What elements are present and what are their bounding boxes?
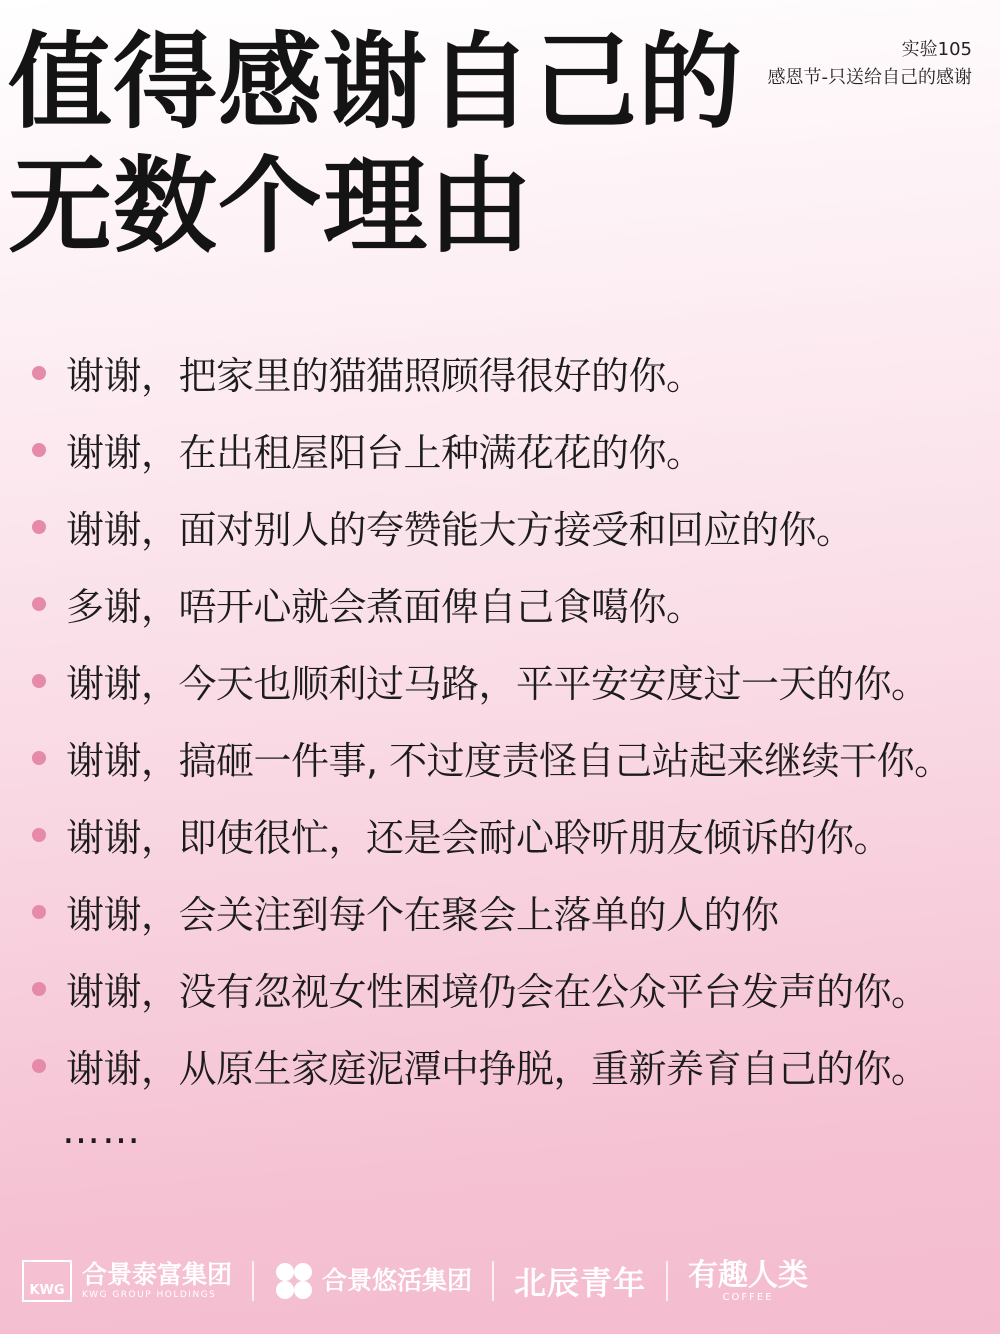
list-item-text: 多谢，唔开心就会煮面俾自己食噶你。 <box>66 585 704 629</box>
list-item <box>28 411 980 488</box>
list-item <box>28 1027 980 1104</box>
list-item-text: 谢谢，会关注到每个在聚会上落单的人的你 <box>66 893 779 937</box>
list-item <box>28 719 980 796</box>
list-item <box>28 334 980 411</box>
ellipsis: …… <box>62 1108 142 1152</box>
kwg-logo-icon: KWG <box>22 1260 72 1302</box>
logo-kwg-holdings <box>22 1260 232 1302</box>
bullet-dot-icon <box>32 828 46 842</box>
bullet-dot-icon <box>32 366 46 380</box>
reasons-list <box>28 334 980 1104</box>
page-title-line-2: 无数个理由 <box>8 145 534 267</box>
list-item-text: 谢谢，在出租屋阳台上种满花花的你。 <box>66 431 704 475</box>
bullet-dot-icon <box>32 1059 46 1073</box>
bullet-dot-icon <box>32 674 46 688</box>
logo-kwg-living <box>274 1261 472 1301</box>
logo-kwg-subtitle: KWG GROUP HOLDINGS <box>82 1290 217 1300</box>
bullet-dot-icon <box>32 905 46 919</box>
list-item <box>28 873 980 950</box>
logo-interesting-human-subtitle: COFFEE <box>722 1291 774 1303</box>
list-item-text: 谢谢，今天也顺利过马路，平平安安度过一天的你。 <box>66 662 929 706</box>
logo-divider <box>666 1261 668 1301</box>
list-item-text: 谢谢，搞砸一件事, 不过度责怪自己站起来继续干你。 <box>66 739 952 783</box>
logo-interesting-human <box>688 1257 809 1303</box>
bullet-dot-icon <box>32 520 46 534</box>
page-title <box>8 20 743 268</box>
series-tag <box>768 36 973 92</box>
logo-kwg-name: 合景泰富集团 <box>82 1260 233 1289</box>
list-item-text: 谢谢，即使很忙，还是会耐心聆听朋友倾诉的你。 <box>66 816 892 860</box>
list-item <box>28 796 980 873</box>
series-tag-subtitle: 感恩节-只送给自己的感谢 <box>767 67 972 88</box>
bullet-dot-icon <box>32 597 46 611</box>
sponsor-logos <box>22 1256 808 1306</box>
list-item-text: 谢谢，把家里的猫猫照顾得很好的你。 <box>66 354 704 398</box>
list-item <box>28 488 980 565</box>
list-item-text: 谢谢，面对别人的夸赞能大方接受和回应的你。 <box>66 508 854 552</box>
logo-divider <box>492 1261 494 1301</box>
logo-beichen-youth: 北辰青年 <box>514 1264 647 1302</box>
bullet-dot-icon <box>32 751 46 765</box>
list-item <box>28 642 980 719</box>
list-item <box>28 565 980 642</box>
flower-logo-icon <box>274 1261 314 1301</box>
series-tag-number: 实验105 <box>901 39 972 60</box>
logo-interesting-human-name: 有趣人类 <box>688 1257 809 1293</box>
bullet-dot-icon <box>32 443 46 457</box>
list-item-text: 谢谢，没有忽视女性困境仍会在公众平台发声的你。 <box>66 970 929 1014</box>
list-item-text: 谢谢，从原生家庭泥潭中挣脱，重新养育自己的你。 <box>66 1047 929 1091</box>
logo-kwg-living-name: 合景悠活集团 <box>322 1266 473 1295</box>
logo-divider <box>252 1261 254 1301</box>
bullet-dot-icon <box>32 982 46 996</box>
page-title-line-1: 值得感谢自己的 <box>8 21 744 143</box>
list-item <box>28 950 980 1027</box>
